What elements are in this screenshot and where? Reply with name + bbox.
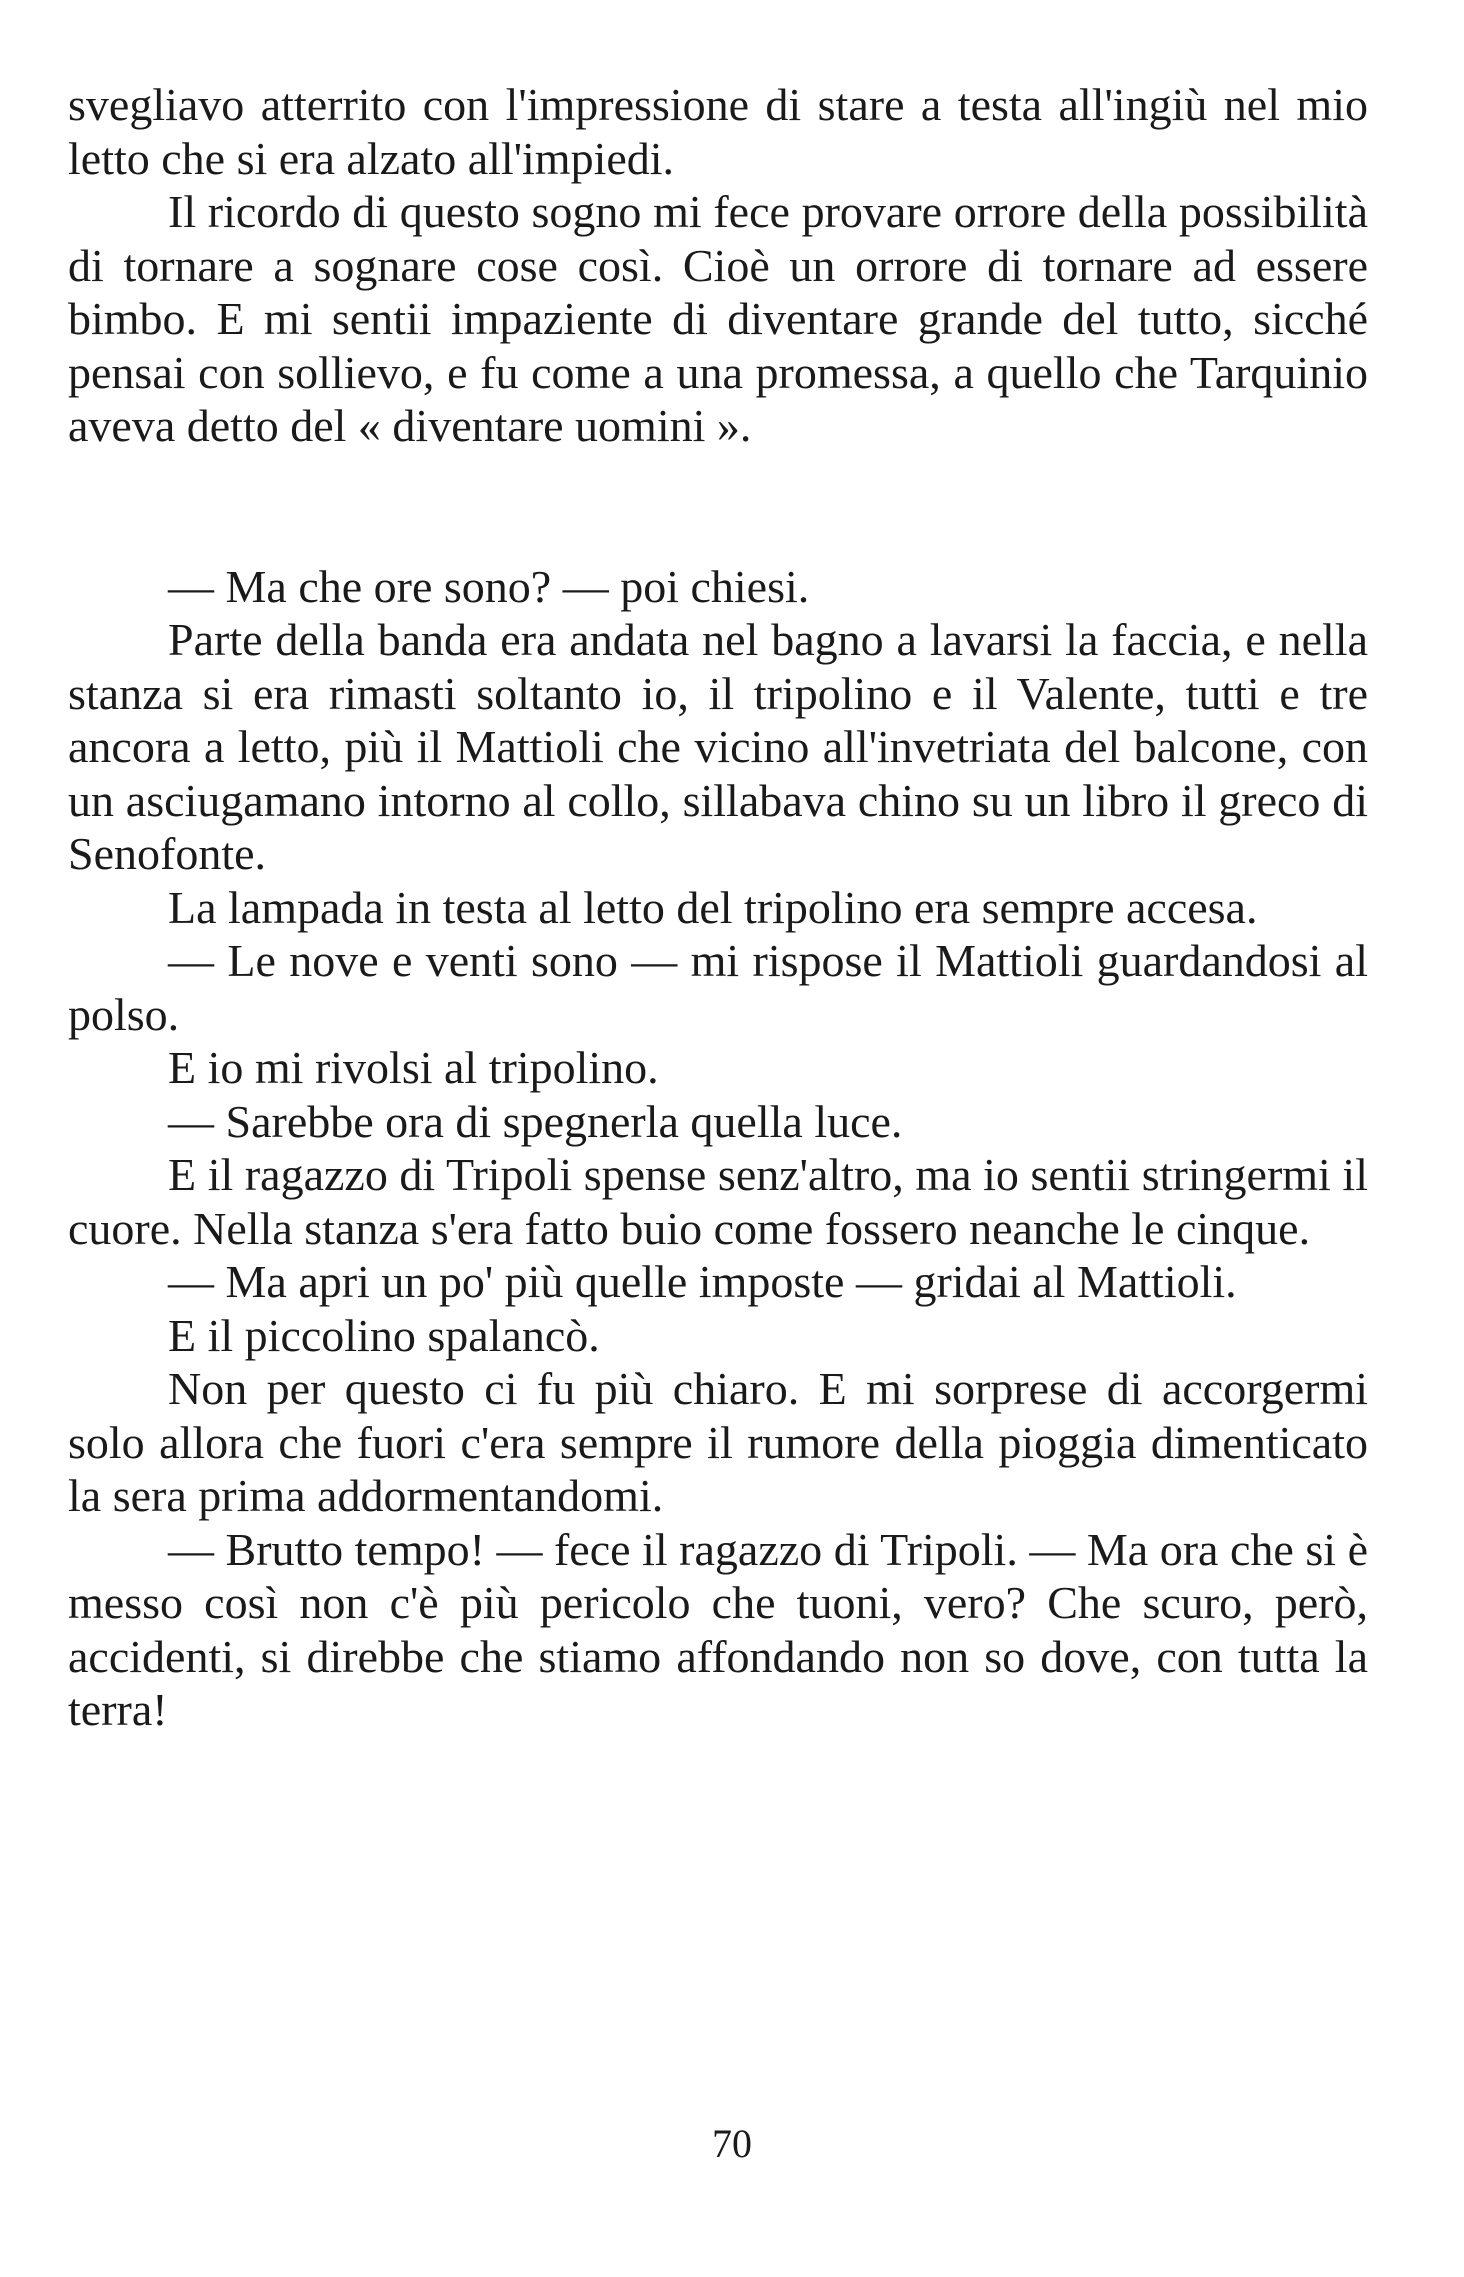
page-body xyxy=(68,78,1368,1737)
paragraph: E il piccolino spalancò. xyxy=(168,1309,600,1361)
paragraph: — Brutto tempo! — fece il ragazzo di Tripoli. — Ma ora che si è messo così non c'è più pericolo che tuoni, vero? Che scuro, però, accidenti, si direbbe che stiamo affondando non so dove, con tutta la terra! xyxy=(68,1523,1368,1735)
paragraph: E il ragazzo di Tripoli spense senz'altro, ma io sentii stringermi il cuore. Nella stanza s'era fatto buio come fossero neanche le cinque. xyxy=(68,1149,1368,1254)
section-break xyxy=(68,453,1368,560)
paragraph: E io mi rivolsi al tripolino. xyxy=(168,1042,659,1093)
paragraph: La lampada in testa al letto del tripolino era sempre accesa. xyxy=(168,881,1258,933)
paragraph-continuation: svegliavo atterrito con l'impressione di stare a testa all'ingiù nel mio letto che si era alzato all'impiedi. xyxy=(68,79,1368,184)
paragraph: Il ricordo di questo sogno mi fece provare orrore della possibilità di tornare a sognare cose così. Cioè un orrore di tornare ad essere bimbo. E mi sentii impaziente di diventare grande del tutto, sicché pensai con sollievo, e fu come a una promessa, a quello che Tarquinio aveva detto del « diventare uomini ». xyxy=(68,186,1368,451)
paragraph: — Ma che ore sono? — poi chiesi. xyxy=(168,560,810,612)
paragraph: — Sarebbe ora di spegnerla quella luce. xyxy=(168,1095,903,1147)
paragraph: Non per questo ci fu più chiaro. E mi sorprese di accorgermi solo allora che fuori c'era sempre il rumore della pioggia dimenticato la sera prima addormentandomi. xyxy=(68,1363,1368,1521)
paragraph: — Ma apri un po' più quelle imposte — gridai al Mattioli. xyxy=(168,1256,1237,1307)
paragraph: Parte della banda era andata nel bagno a lavarsi la faccia, e nella stanza si era rimasti soltanto io, il tripolino e il Valente, tutti e tre ancora a letto, più il Mattioli che vicino all'invetriata del balcone, con un asciugamano intorno al collo, sillabava chino su un libro il greco di Senofonte. xyxy=(68,614,1368,879)
page-number: 70 xyxy=(712,2121,752,2166)
paragraph: — Le nove e venti sono — mi rispose il Mattioli guardandosi al polso. xyxy=(68,935,1368,1040)
